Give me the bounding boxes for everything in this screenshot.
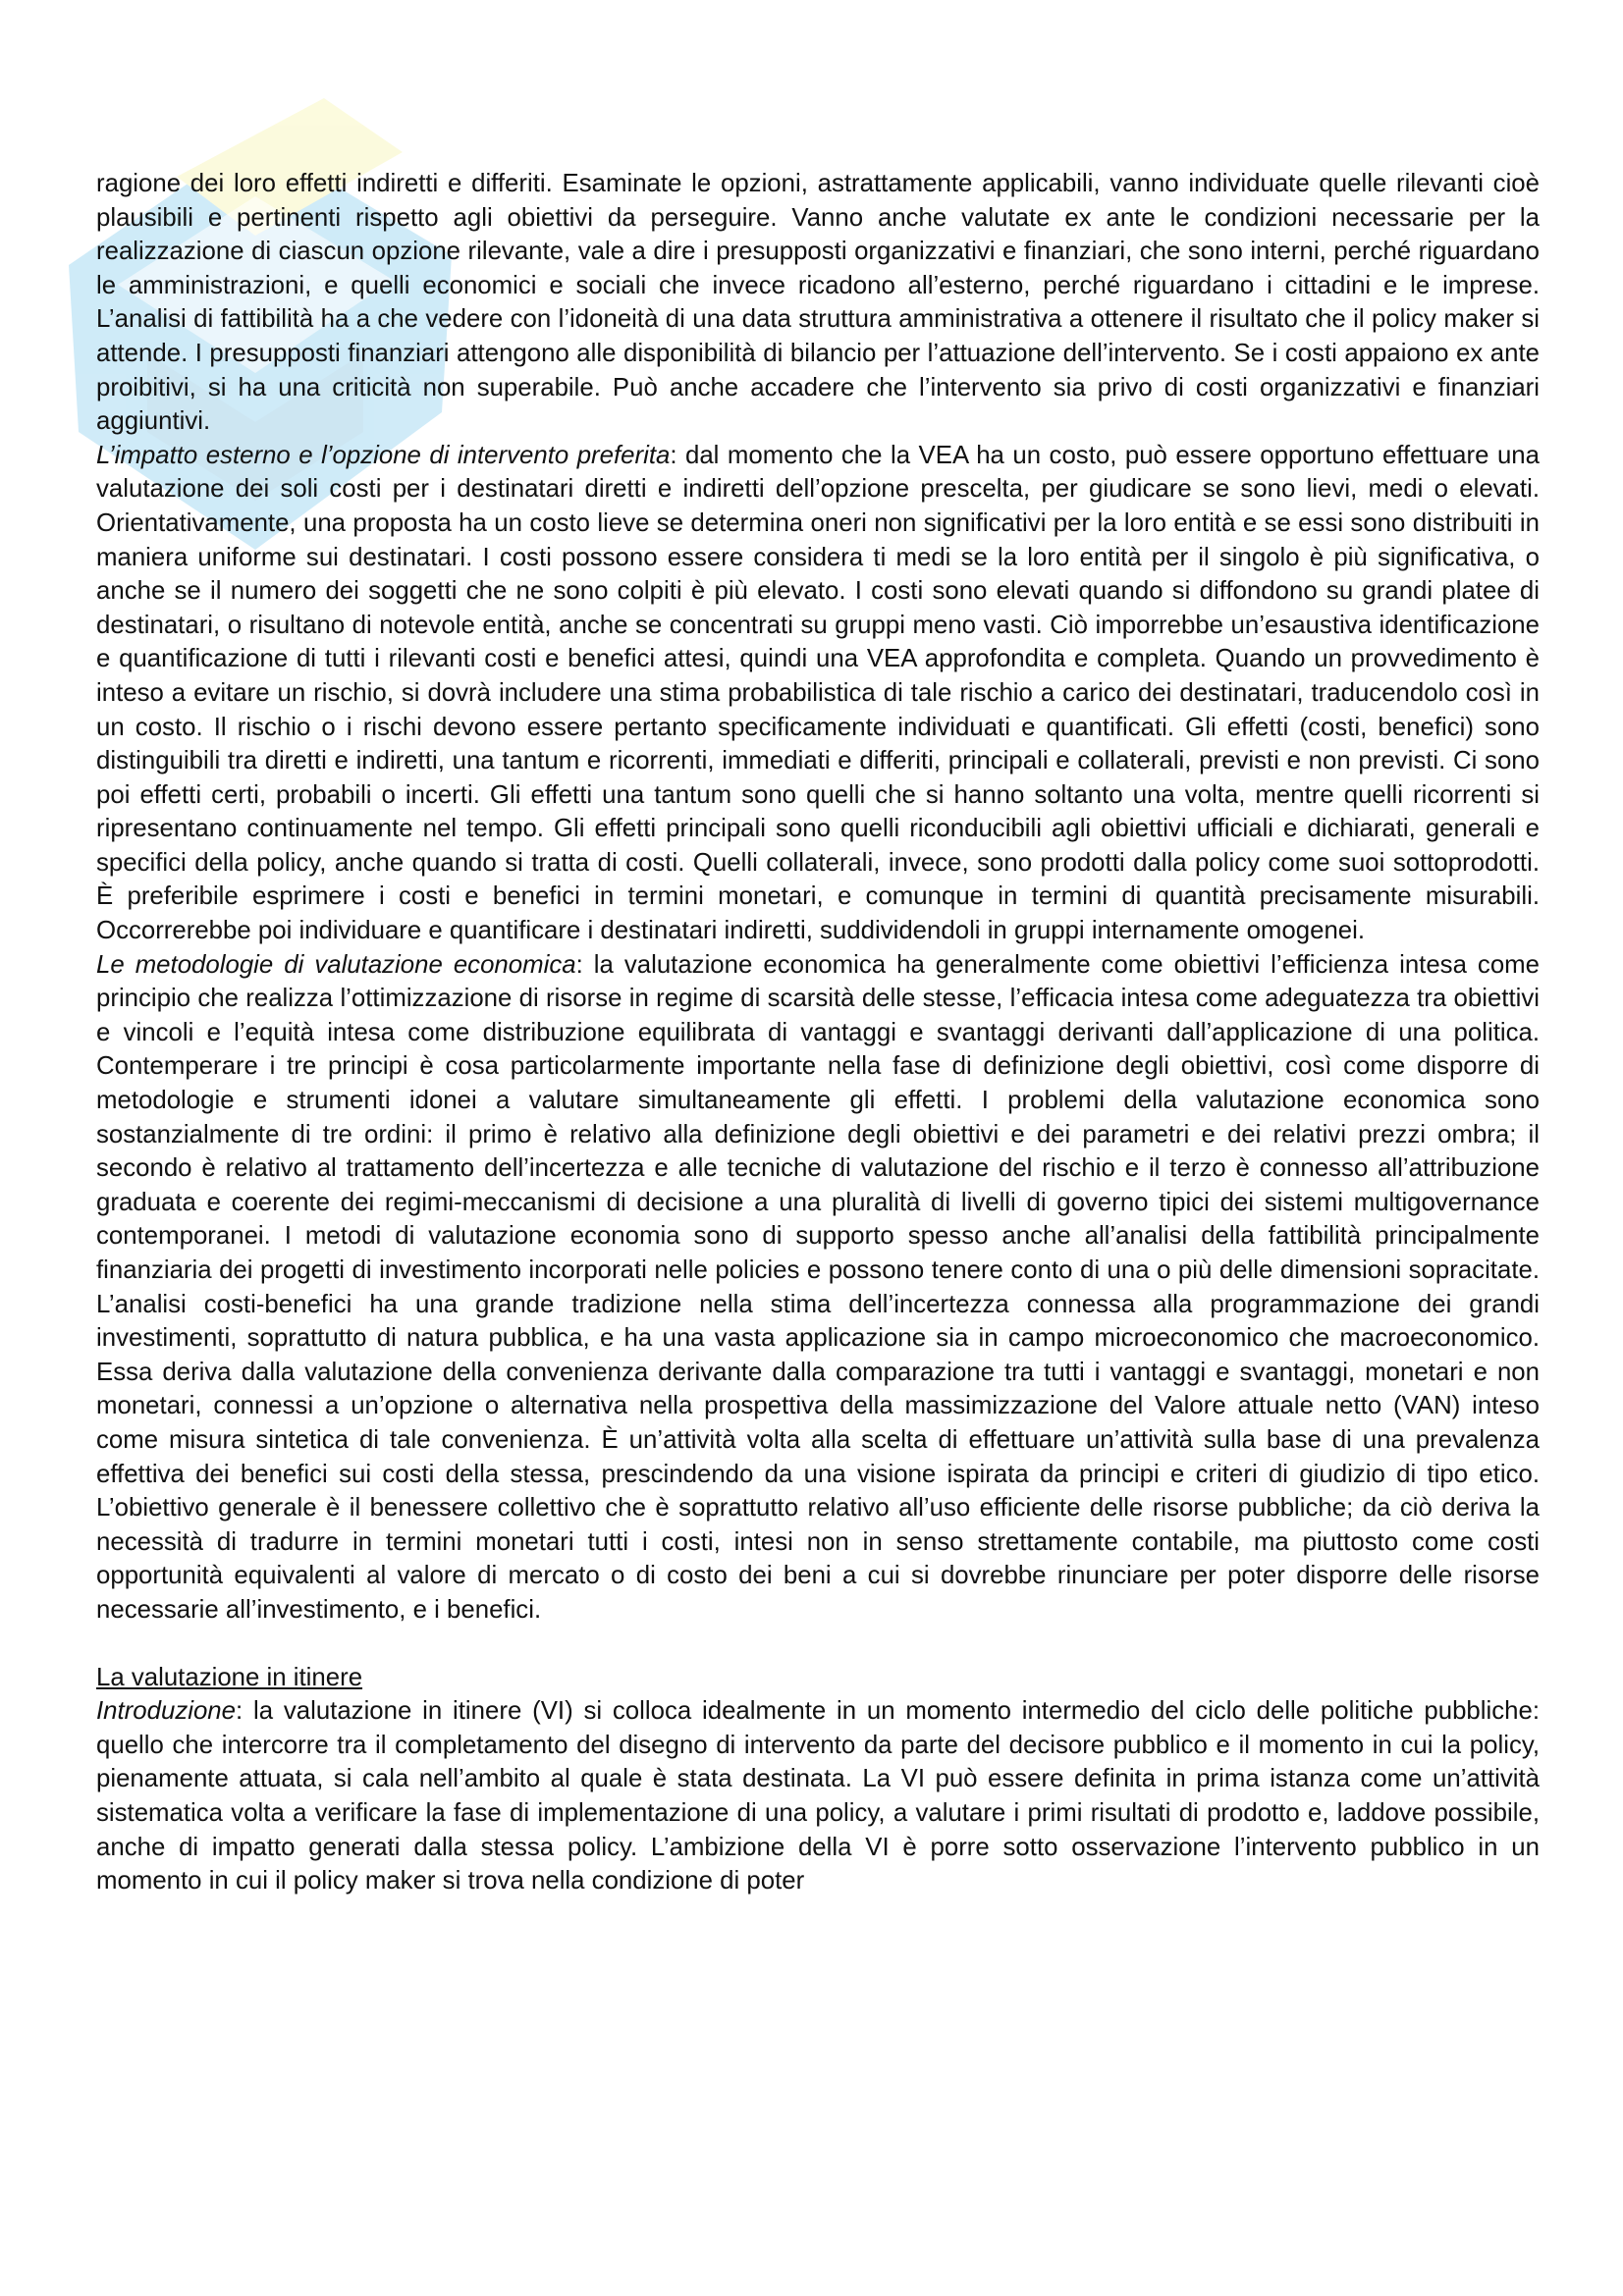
paragraph-external-impact bbox=[96, 439, 1540, 948]
paragraph-body-economic-methods: : la valutazione economica ha generalmente come obiettivi l’efficienza intesa come principio che realizza l’ottimizzazione di risorse in regime di scarsità delle stesse, l’efficacia intesa come adeguatezza tra obiettivi e vincoli e l’equità intesa come distribuzione equilibrata di vantaggi e svantaggi derivanti dall’applicazione di una politica. Contemperare i tre principi è cosa particolarmente importante nella fase di definizione degli obiettivi, così come disporre di metodologie e strumenti idonei a valutare simultaneamente gli effetti. I problemi della valutazione economica sono sostanzialmente di tre ordini: il primo è relativo alla definizione degli obiettivi e dei parametri e dei relativi prezzi ombra; il secondo è relativo al trattamento dell’incertezza e alle tecniche di valutazione del rischio e il terzo è connesso all’attribuzione graduata e coerente dei regimi-meccanismi di decisione a una pluralità di livelli di governo tipici dei sistemi multigovernance contemporanei. I metodi di valutazione economia sono di supporto spesso anche all’analisi della fattibilità principalmente finanziaria dei progetti di investimento incorporati nelle policies e possono tenere conto di una o più delle dimensioni sopracitate. L’analisi costi-benefici ha una grande tradizione nella stima dell’incertezza connessa alla programmazione dei grandi investimenti, soprattutto di natura pubblica, e ha una vasta applicazione sia in campo microeconomico che macroeconomico. Essa deriva dalla valutazione della convenienza derivante dalla comparazione tra tutti i vantaggi e svantaggi, monetari e non monetari, connessi a un’opzione o alternativa nella prospettiva della massimizzazione del Valore attuale netto (VAN) inteso come misura sintetica di tale convenienza. È un’attività volta alla scelta di effettuare un’attività sulla base di una prevalenza effettiva dei benefici sui costi della stessa, prescindendo da una visione ispirata da principi e criteri di giudizio di tipo etico. L’obiettivo generale è il benessere collettivo che è soprattutto relativo all’uso efficiente delle risorse pubbliche; da ciò deriva la necessità di tradurre in termini monetari tutti i costi, intesi non in senso strettamente contabile, ma piuttosto come costi opportunità equivalenti al valore di mercato o di costo dei beni a cui si dovrebbe rinunciare per poter disporre delle risorse necessarie all’investimento, e i benefici. bbox=[96, 950, 1541, 1624]
paragraph-heading-introduction: Introduzione bbox=[96, 1697, 236, 1726]
paragraph-heading-economic-methods: Le metodologie di valutazione economica bbox=[96, 950, 576, 979]
paragraph-introduction bbox=[96, 1694, 1540, 1898]
paragraph-body-external-impact: : dal momento che la VEA ha un costo, può essere opportuno effettuare una valutazione dei soli costi per i destinatari diretti e indiretti dell’opzione prescelta, per giudicare se sono lievi, medi o elevati. Orientativamente, una proposta ha un costo lieve se determina oneri non significativi per la loro entità e se essi sono distribuiti in maniera uniforme sui destinatari. I costi possono essere considera ti medi se la loro entità per il singolo è più significativa, o anche se il numero dei soggetti che ne sono colpiti è più elevato. I costi sono elevati quando si diffondono su grandi platee di destinatari, o risultano di notevole entità, anche se concentrati su gruppi meno vasti. Ciò imporrebbe un’esaustiva identificazione e quantificazione di tutti i rilevanti costi e benefici attesi, quindi una VEA approfondita e completa. Quando un provvedimento è inteso a evitare un rischio, si dovrà includere una stima probabilistica di tale rischio a carico dei destinatari, traducendolo così in un costo. Il rischio o i rischi devono essere pertanto specificamente individuati e quantificati. Gli effetti (costi, benefici) sono distinguibili tra diretti e indiretti, una tantum e ricorrenti, immediati e differiti, principali e collaterali, previsti e non previsti. Ci sono poi effetti certi, probabili o incerti. Gli effetti una tantum sono quelli che si hanno soltanto una volta, mentre quelli ricorrenti si ripresentano continuamente nel tempo. Gli effetti principali sono quelli riconducibili agli obiettivi ufficiali e dichiarati, generali e specifici della policy, anche quando si tratta di costi. Quelli collaterali, invece, sono prodotti dalla policy come suoi sottoprodotti. È preferibile esprimere i costi e benefici in termini monetari, e comunque in termini di quantità precisamente misurabili. Occorrerebbe poi individuare e quantificare i destinatari indiretti, suddividendoli in gruppi internamente omogenei. bbox=[96, 441, 1540, 945]
paragraph-economic-methods bbox=[96, 948, 1540, 1628]
paragraph-options-feasibility: ragione dei loro effetti indiretti e differiti. Esaminate le opzioni, astrattamente applicabili, vanno individuate quelle rilevanti cioè plausibili e pertinenti rispetto agli obiettivi da perseguire. Vanno anche valutate ex ante le condizioni necessarie per la realizzazione di ciascun opzione rilevante, vale a dire i presupposti organizzativi e finanziari, che sono interni, perché riguardano le amministrazioni, e quelli economici e sociali che invece ricadono all’esterno, perché riguardano i cittadini e le imprese. L’analisi di fattibilità ha a che vedere con l’idoneità di una data struttura amministrativa a ottenere il risultato che il policy maker si attende. I presupposti finanziari attengono alle disponibilità di bilancio per l’attuazione dell’intervento. Se i costi appaiono ex ante proibitivi, si ha una criticità non superabile. Può anche accadere che l’intervento sia privo di costi organizzativi e finanziari aggiuntivi. bbox=[96, 170, 1540, 436]
paragraph-heading-external-impact: L’impatto esterno e l’opzione di intervento preferita bbox=[96, 441, 671, 469]
paragraph-body-introduction: : la valutazione in itinere (VI) si colloca idealmente in un momento intermedio del ciclo delle politiche pubbliche: quello che intercorre tra il completamento del disegno di intervento da parte del decisore pubblico e il momento in cui la policy, pienamente attuata, si cala nell’ambito al quale è stata destinata. La VI può essere definita in prima istanza come un’attività sistematica volta a verificare la fase di implementazione di una policy, a valutare i primi risultati di prodotto e, laddove possibile, anche di impatto generati dalla stessa policy. L’ambizione della VI è porre sotto osservazione l’intervento pubblico in un momento in cui il policy maker si trova nella condizione di poter bbox=[96, 1697, 1540, 1896]
section-title: La valutazione in itinere bbox=[96, 1663, 363, 1691]
document-body bbox=[96, 167, 1540, 1898]
